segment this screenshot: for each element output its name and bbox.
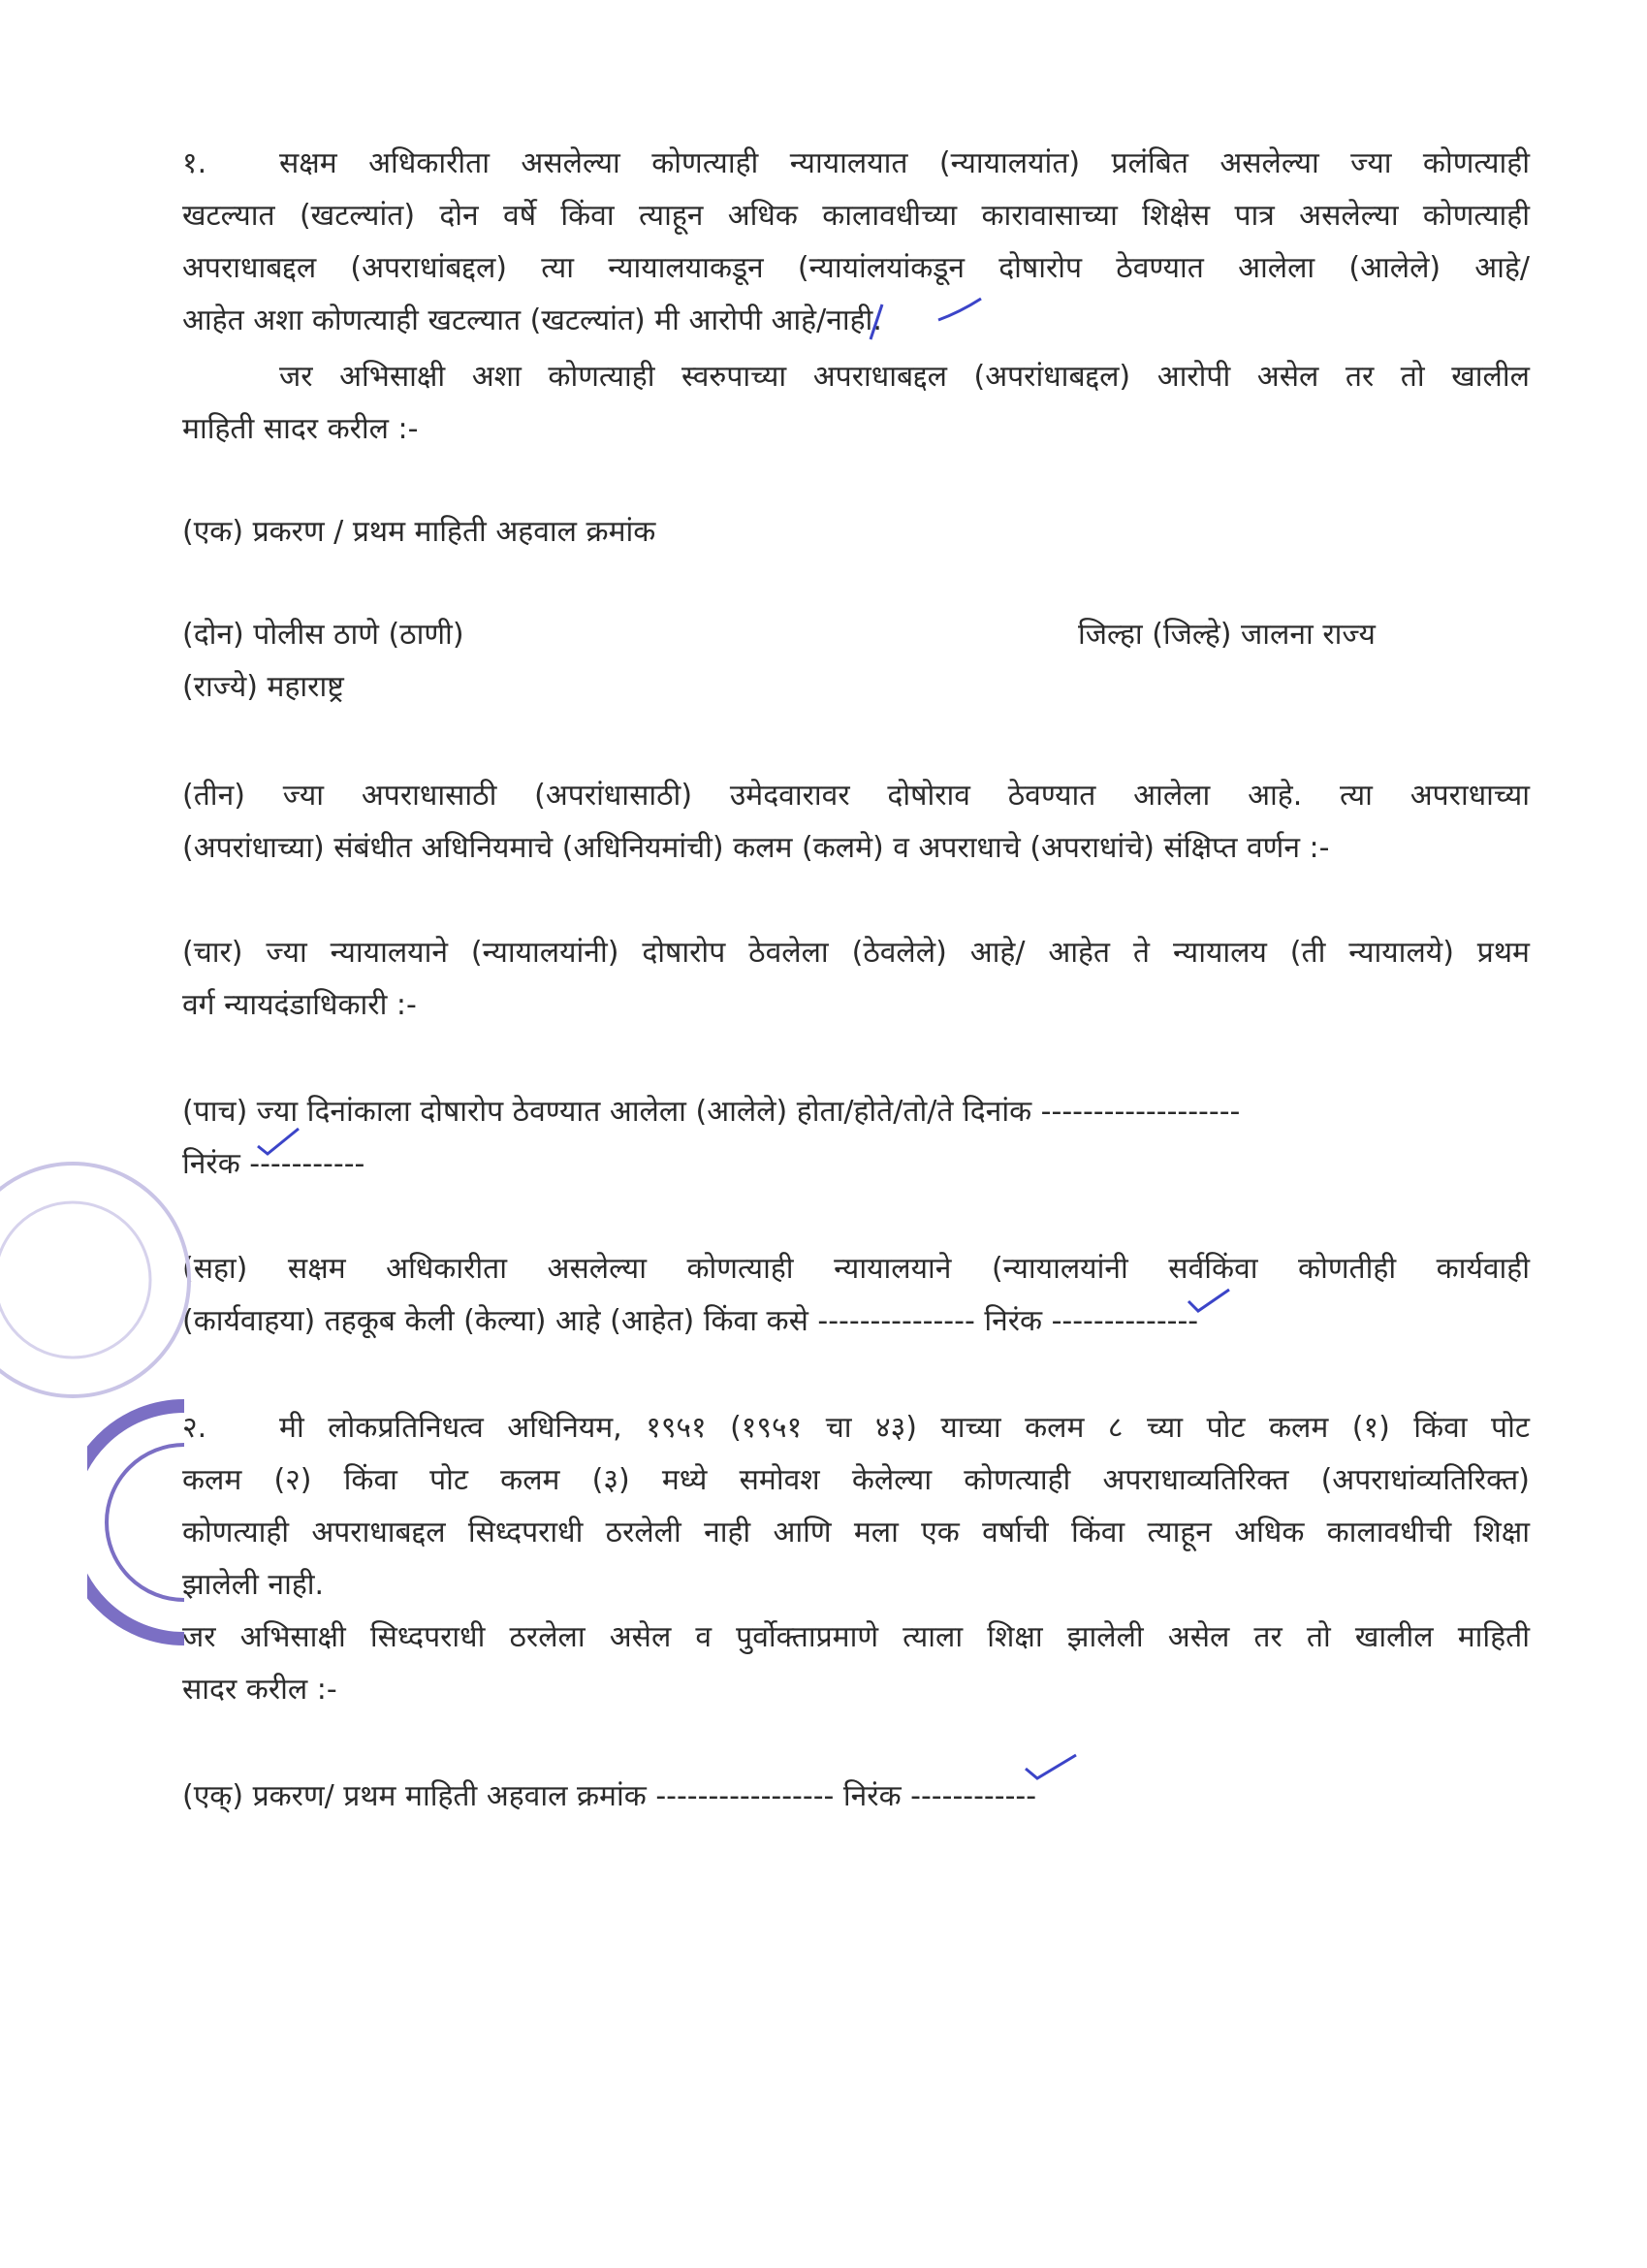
item-char-line-1: (चार) ज्या न्यायालयाने (न्यायालयांनी) दोषारोप ठेवलेला (ठेवलेले) आहे/ आहेत ते न्यायालय (ती न्यायालये) प्रथम [182,936,1530,970]
item-don-left: (दोन) पोलीस ठाणे (ठाणी) [182,618,464,652]
checkmark-icon [1185,1286,1233,1321]
section1-note-line-1: जर अभिसाक्षी अशा कोणत्याही स्वरुपाच्या अपराधाबद्दल (अपरांधाबद्दल) आरोपी असेल तर तो खालील [279,360,1530,394]
pen-strike-icon [853,291,998,349]
item-don-cont: (राज्ये) महाराष्ट्र [182,670,344,704]
section1-line-1: १. सक्षम अधिकारीता असलेल्या कोणत्याही न्यायालयात (न्यायालयांत) प्रलंबित असलेल्या ज्या कोणत्याही [182,138,1530,190]
checkmark-icon [1022,1751,1080,1790]
section1-line-3: अपराधाबद्दल (अपराधांबद्दल) त्या न्यायालयाकडून (न्यायांलयांकडून दोषारोप ठेवण्यात आलेला (आलेले) आहे/ [182,251,1530,285]
section2-line-2: कलम (२) किंवा पोट कलम (३) मध्ये समोवश केलेल्या कोणत्याही अपराधाव्यतिरिक्त (अपराधांव्यतिरिक्त) [182,1463,1530,1497]
section1-line-4: आहेत अशा कोणत्याही खटल्यात (खटल्यांत) मी आरोपी आहे/नाही. [182,303,882,337]
notary-stamp-icon [0,1134,204,1425]
checkmark-icon [254,1125,302,1164]
advocate-stamp-icon [87,1396,204,1648]
section2-number: २. [182,1411,207,1445]
item-saha-line-2: (कार्यवाहया) तहकूब केली (केल्या) आहे (आहेत) किंवा कसे --------------- निरंक -------------- [182,1304,1199,1338]
section1-line-2: खटल्यात (खटल्यांत) दोन वर्षे किंवा त्याहून अधिक कालावधीच्या कारावासाच्या शिक्षेस पात्र असलेल्या कोणत्याही [182,199,1530,233]
section2-note-line-2: सादर करील :- [182,1673,337,1707]
section2-item-ek: (एक्) प्रकरण/ प्रथम माहिती अहवाल क्रमांक ----------------- निरंक ------------ [182,1779,1037,1813]
item-teen-line-1: (तीन) ज्या अपराधासाठी (अपरांधासाठी) उमेदवारावर दोषोराव ठेवण्यात आलेला आहे. त्या अपराधाच्या [182,779,1530,813]
section1-number: १. [182,146,207,180]
item-teen-line-2: (अपरांधाच्या) संबंधीत अधिनियमाचे (अधिनियमांची) कलम (कलमे) व अपराधाचे (अपराधांचे) संक्षिप्त वर्णन :- [182,831,1330,865]
item-saha-line-1: (सहा) सक्षम अधिकारीता असलेल्या कोणत्याही न्यायालयाने (न्यायालयांनी सर्वकिंवा कोणतीही कार्यवाही [182,1252,1530,1286]
item-char-line-2: वर्ग न्यायदंडाधिकारी :- [182,988,417,1022]
item-don-right: जिल्हा (जिल्हे) जालना राज्य [1078,618,1376,652]
item-pach-line-2: निरंक ----------- [182,1147,365,1181]
section2-line-1: २. मी लोकप्रतिनिधत्व अधिनियम, १९५१ (१९५१ चा ४३) याच्या कलम ८ च्या पोट कलम (१) किंवा पोट [182,1402,1530,1454]
item-ek: (एक) प्रकरण / प्रथम माहिती अहवाल क्रमांक [182,515,656,549]
section2-note-line-1: जर अभिसाक्षी सिध्दपराधी ठरलेला असेल व पुर्वोक्ताप्रमाणे त्याला शिक्षा झालेली असेल तर तो खालील माहिती [182,1620,1530,1654]
item-pach-line-1: (पाच) ज्या दिनांकाला दोषारोप ठेवण्यात आलेला (आलेले) होता/होते/तो/ते दिनांक ------------------- [182,1095,1241,1129]
section1-note-line-2: माहिती सादर करील :- [182,412,419,446]
section2-line-4: झालेली नाही. [182,1568,325,1602]
section2-line-3: कोणत्याही अपराधाबद्दल सिध्दपराधी ठरलेली नाही आणि मला एक वर्षाची किंवा त्याहून अधिक कालावधीची शिक्षा [182,1516,1530,1549]
